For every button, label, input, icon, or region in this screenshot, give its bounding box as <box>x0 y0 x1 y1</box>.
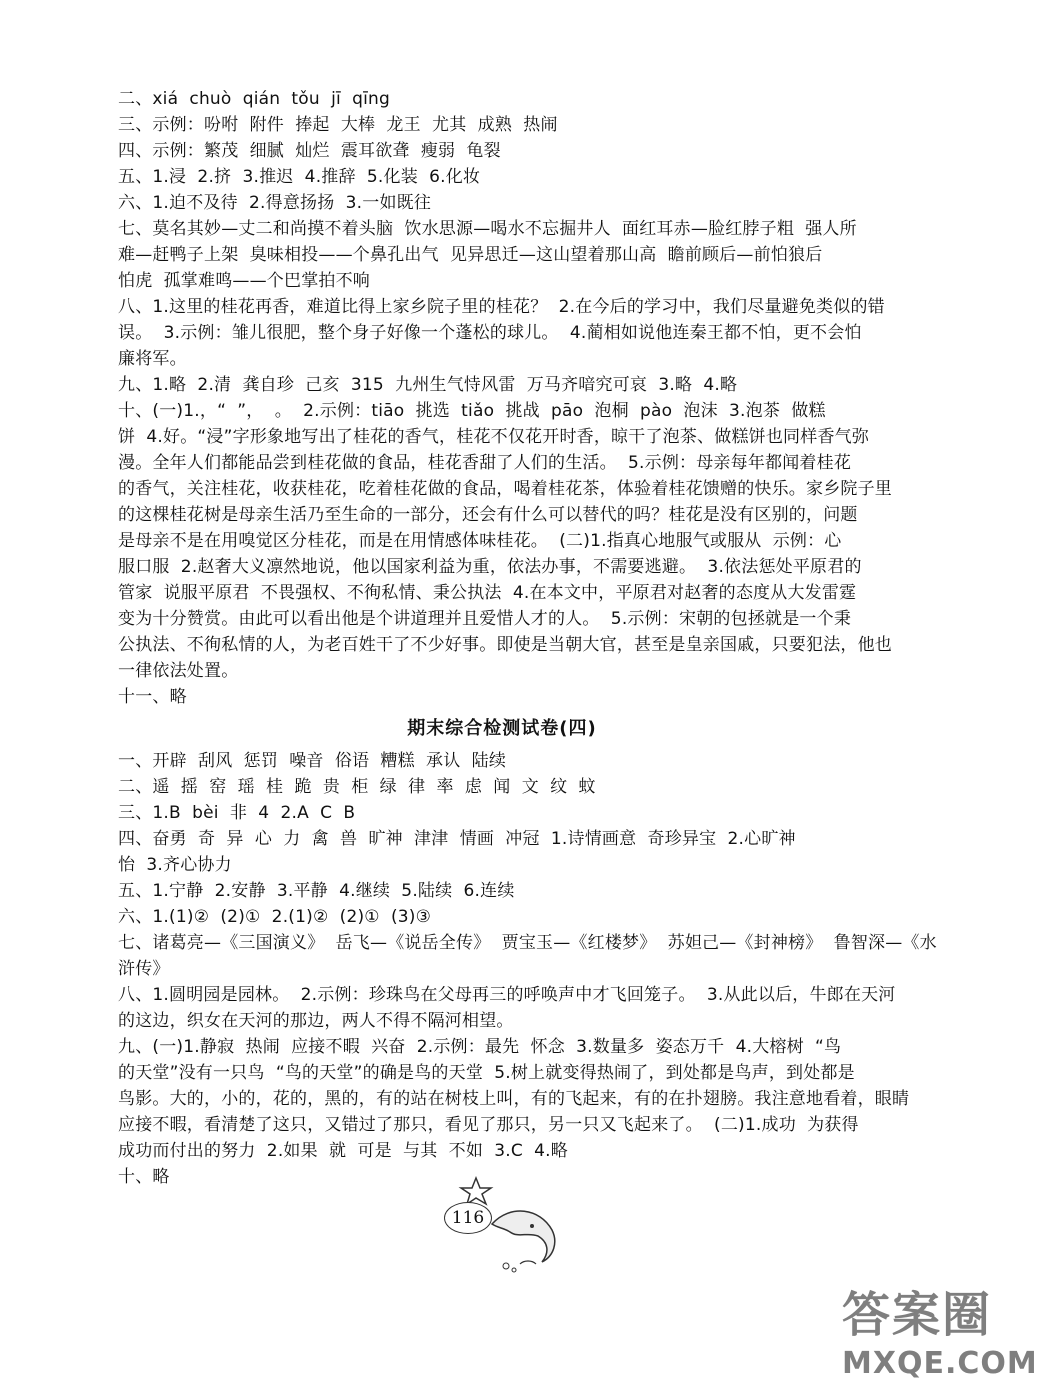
answer-line: 怕虎 孤掌难鸣——个巴掌拍不响 <box>118 271 371 291</box>
answer-line: 十一、略 <box>118 687 187 707</box>
answer-line: 的香气，关注桂花，收获桂花，吃着桂花做的食品，喝着桂花茶，体验着桂花馈赠的快乐。家乡院子里 <box>118 479 892 499</box>
answer-line: 四、奋勇 奇 异 心 力 禽 兽 旷神 津津 情画 冲冠 1.诗情画意 奇珍异宝 2.心旷神 <box>118 829 796 849</box>
section-answers-4 <box>118 748 937 1190</box>
answer-line: 五、1.宁静 2.安静 3.平静 4.继续 5.陆续 6.连续 <box>118 881 515 901</box>
answer-line: 是母亲不是在用嗅觉区分桂花，而是在用情感体味桂花。 (二)1.指真心地服气或服从 示例：心 <box>118 531 842 551</box>
answer-line: 九、1.略 2.清 龚自珍 己亥 315 九州生气恃风雷 万马齐喑究可哀 3.略 4.略 <box>118 375 738 395</box>
answer-line: 的天堂”没有一只鸟 “鸟的天堂”的确是鸟的天堂 5.树上就变得热闹了，到处都是鸟声，到处都是 <box>118 1063 855 1083</box>
answer-line: 的这棵桂花树是母亲生活乃至生命的一部分，还会有什么可以替代的吗？桂花是没有区别的，问题 <box>118 505 858 525</box>
answer-content <box>118 86 937 1190</box>
answer-line: 难—赶鸭子上架 臭味相投——个鼻孔出气 见异思迁—这山望着那山高 瞻前顾后—前怕狼后 <box>118 245 823 265</box>
answer-line: 漫。全年人们都能品尝到桂花做的食品，桂花香甜了人们的生活。 5.示例：母亲每年都闻着桂花 <box>118 453 852 473</box>
answer-line: 误。 3.示例：雏儿很肥，整个身子好像一个蓬松的球儿。 4.蔺相如说他连秦王都不怕，更不会怕 <box>118 323 862 343</box>
footer-decoration <box>420 1168 580 1278</box>
answer-line: 的这边，织女在天河的那边，两人不得不隔河相望。 <box>118 1011 514 1031</box>
answer-line: 变为十分赞赏。由此可以看出他是个讲道理并且爱惜人才的人。 5.示例：宋朝的包拯就是一个秉 <box>118 609 852 629</box>
answer-line: 饼 4.好。“浸”字形象地写出了桂花的香气，桂花不仅花开时香，晾干了泡茶、做糕饼也同样香气弥 <box>118 427 870 447</box>
answer-line: 四、示例：繁茂 细腻 灿烂 震耳欲聋 瘦弱 龟裂 <box>118 141 501 161</box>
page-number: 116 <box>444 1202 492 1234</box>
section-answers-3 <box>118 86 892 710</box>
answer-line: 八、1.圆明园是园林。 2.示例：珍珠鸟在父母再三的呼唤声中才飞回笼子。 3.从此以后，牛郎在天河 <box>118 985 896 1005</box>
answer-line: 一、开辟 刮风 惩罚 噪音 俗语 糟糕 承认 陆续 <box>118 751 507 771</box>
answer-line: 二、xiá chuò qián tǒu jī qīng <box>118 89 391 109</box>
answer-line: 服口服 2.赵奢大义凛然地说，他以国家利益为重，依法办事，不需要逃避。 3.依法惩处平原君的 <box>118 557 862 577</box>
answer-line: 八、1.这里的桂花再香，难道比得上家乡院子里的桂花？ 2.在今后的学习中，我们尽量避免类似的错 <box>118 297 885 317</box>
answer-line: 一律依法处置。 <box>118 661 239 681</box>
answer-line: 廉将军。 <box>118 349 187 369</box>
answer-line: 管家 说服平原君 不畏强权、不徇私情、秉公执法 4.在本文中，平原君对赵奢的态度从大发雷霆 <box>118 583 857 603</box>
answer-line: 怡 3.齐心协力 <box>118 855 232 875</box>
answer-line: 三、1.B bèi 非 4 2.A C B <box>118 803 356 823</box>
answer-line: 十、略 <box>118 1167 170 1187</box>
answer-line: 六、1.迫不及待 2.得意扬扬 3.一如既往 <box>118 193 432 213</box>
answer-line: 九、(一)1.静寂 热闹 应接不暇 兴奋 2.示例：最先 怀念 3.数量多 姿态万千 4.大榕树 “鸟 <box>118 1037 842 1057</box>
answer-line: 七、莫名其妙—丈二和尚摸不着头脑 饮水思源—喝水不忘掘井人 面红耳赤—脸红脖子粗 强人所 <box>118 219 857 239</box>
answer-line: 六、1.(1)② (2)① 2.(1)② (2)① (3)③ <box>118 907 432 927</box>
watermark-logo <box>842 1286 1038 1391</box>
dolphin-icon <box>420 1168 580 1278</box>
answer-line: 浒传》 <box>118 959 170 979</box>
answer-line: 公执法、不徇私情的人，为老百姓干了不少好事。即使是当朝大官，甚至是皇亲国戚，只要犯法，他也 <box>118 635 892 655</box>
answer-line: 三、示例：吩咐 附件 捧起 大棒 龙王 尤其 成熟 热闹 <box>118 115 558 135</box>
watermark-text: 答案圈 <box>842 1287 993 1343</box>
answer-line: 鸟影。大的，小的，花的，黑的，有的站在树枝上叫，有的飞起来，有的在扑翅膀。我注意地看着，眼睛 <box>118 1089 910 1109</box>
section-title: 期末综合检测试卷(四) <box>407 718 597 739</box>
answer-line: 成功而付出的努力 2.如果 就 可是 与其 不如 3.C 4.略 <box>118 1141 568 1161</box>
answer-line: 五、1.浸 2.挤 3.推迟 4.推辞 5.化装 6.化妆 <box>118 167 481 187</box>
answer-line: 二、遥 摇 窑 瑶 桂 跪 贵 柜 绿 律 率 虑 闻 文 纹 蚊 <box>118 777 596 797</box>
answer-line: 七、诸葛亮—《三国演义》 岳飞—《说岳全传》 贾宝玉—《红楼梦》 苏妲己—《封神榜》 鲁智深—《水 <box>118 933 937 953</box>
watermark-url: MXQE.COM <box>842 1346 1038 1381</box>
answer-line: 十、(一)1.，“ ”， 。 2.示例：tiāo 挑选 tiǎo 挑战 pāo 泡桐 pào 泡沫 3.泡茶 做糕 <box>118 401 826 421</box>
answer-line: 应接不暇，看清楚了这只，又错过了那只，看见了那只，另一只又飞起来了。 (二)1.成功 为获得 <box>118 1115 859 1135</box>
